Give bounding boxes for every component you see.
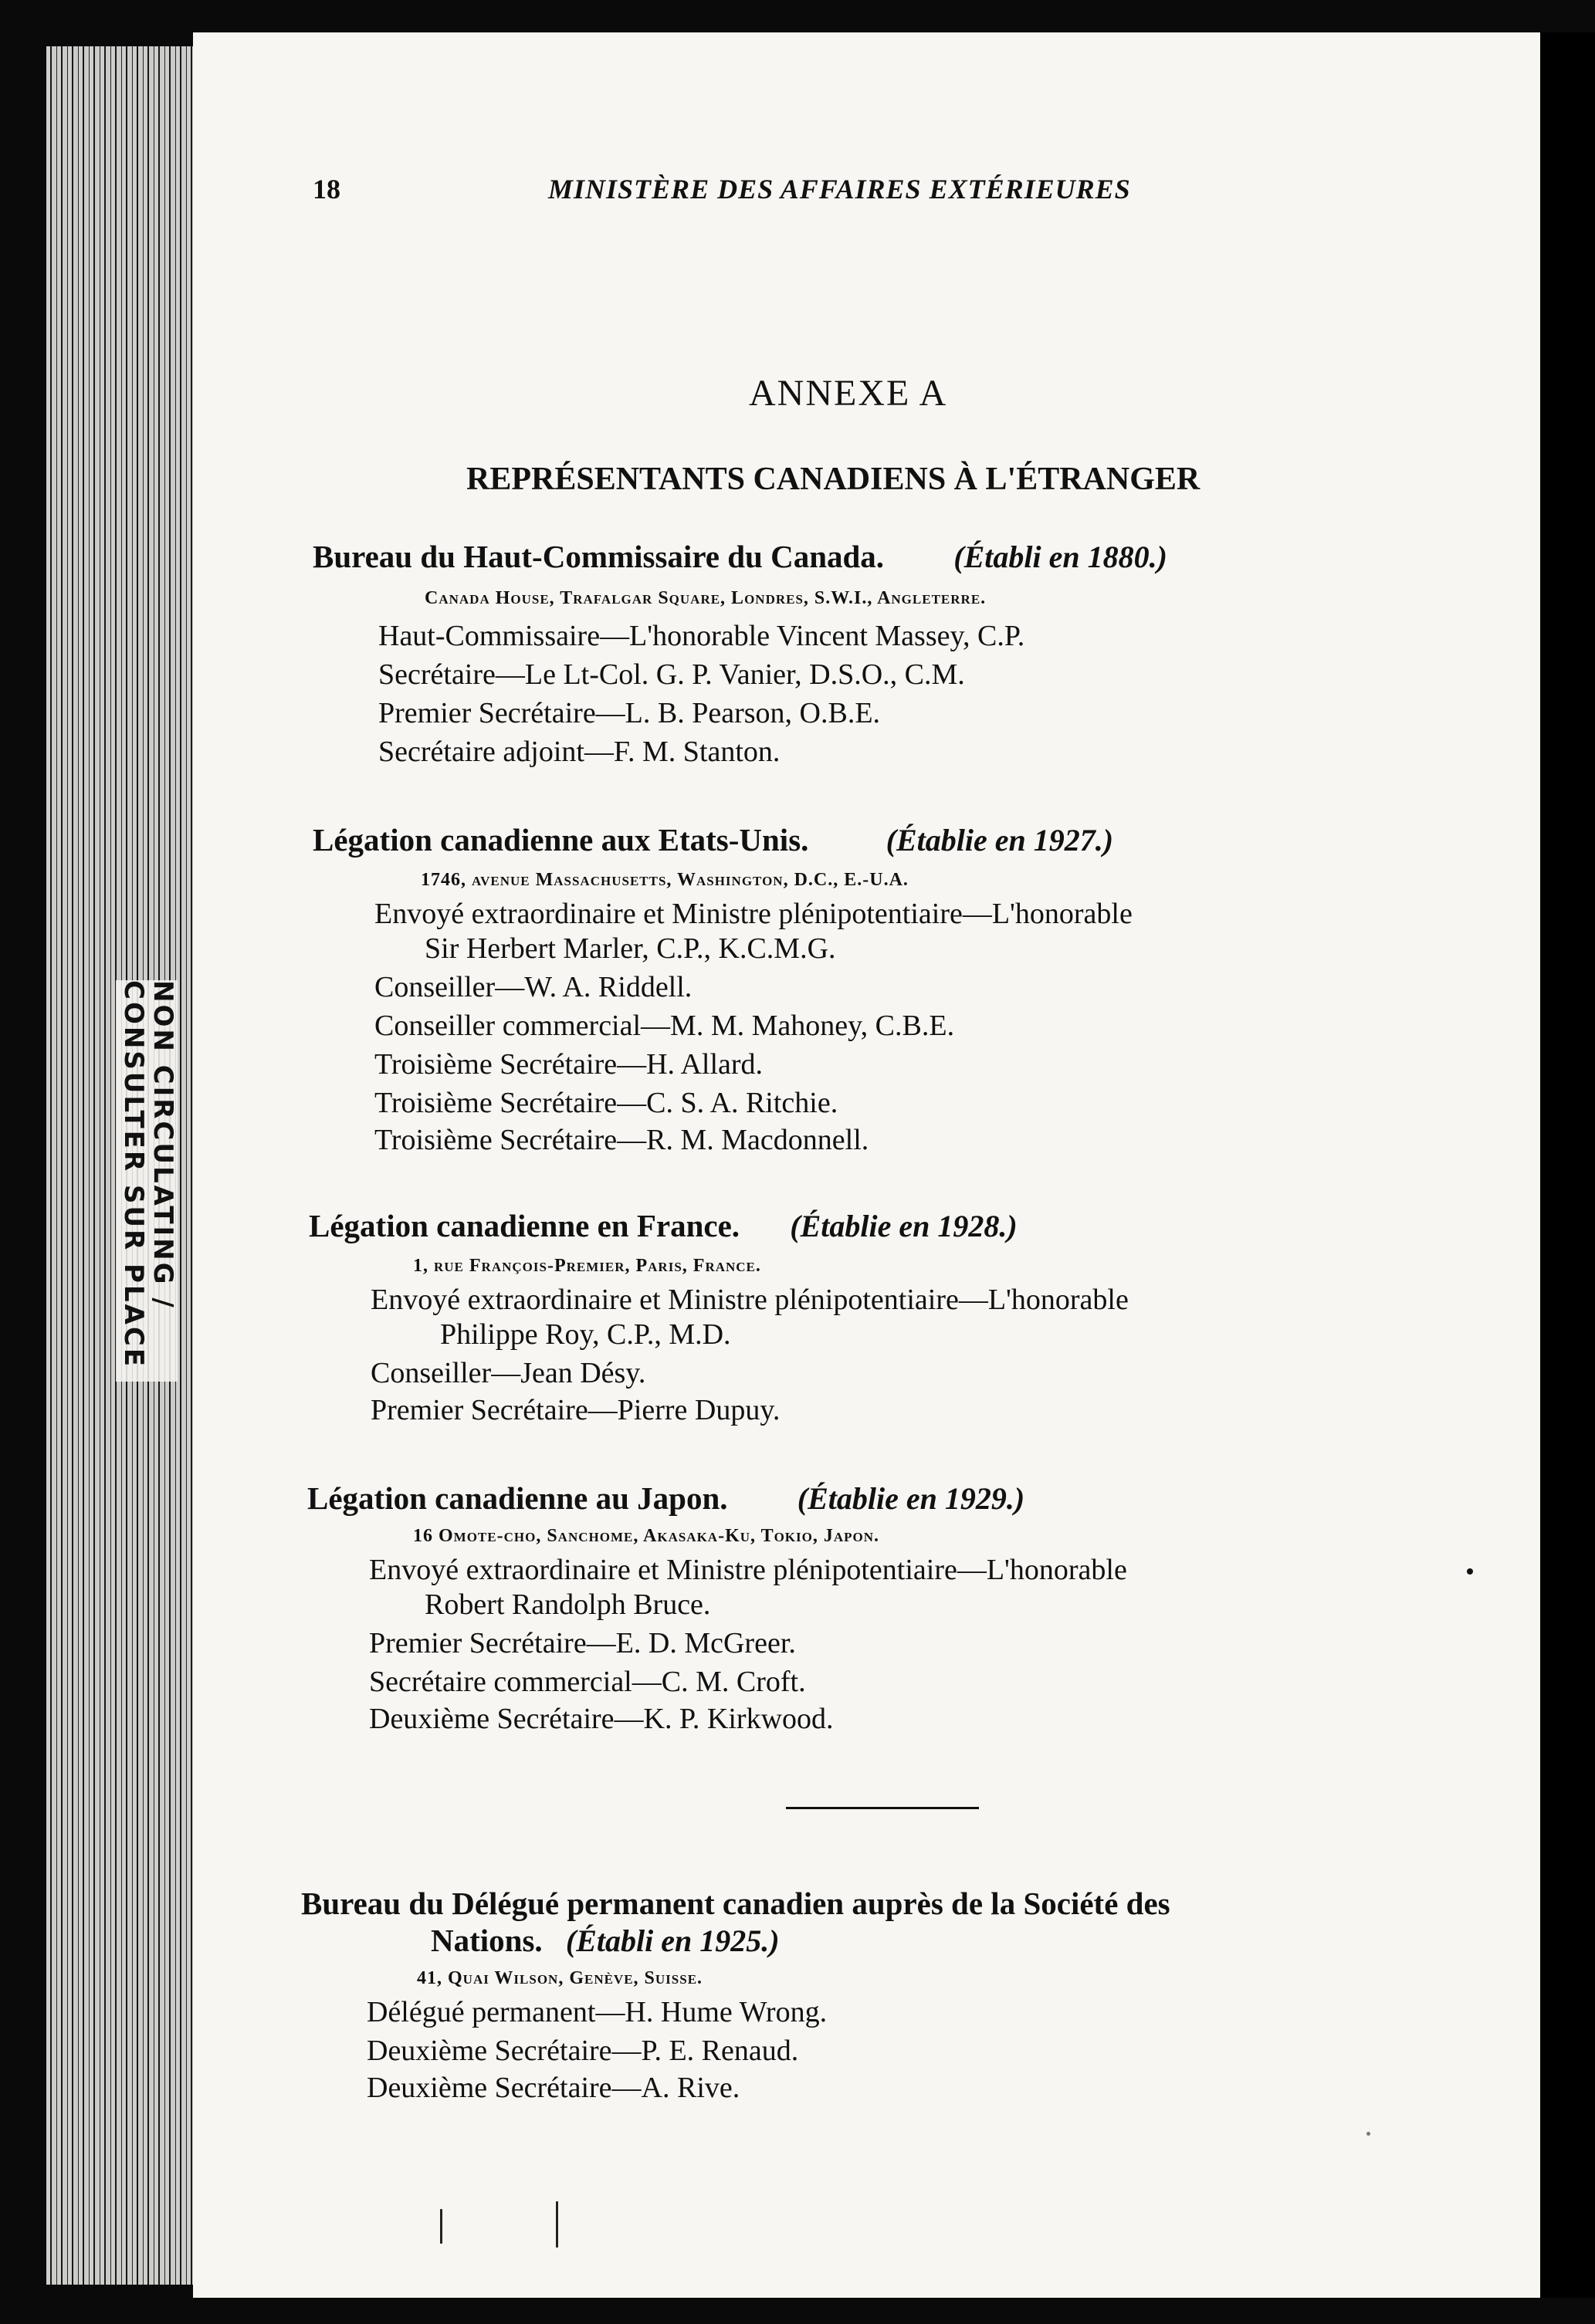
staff-line: Robert Randolph Bruce. bbox=[425, 1588, 711, 1621]
office-address: 1746, avenue Massachusetts, Washington, D.C., E.-U.A. bbox=[421, 870, 909, 890]
staff-line: Premier Secrétaire—L. B. Pearson, O.B.E. bbox=[378, 697, 881, 729]
office-name: Bureau du Haut-Commissaire du Canada. bbox=[313, 539, 885, 574]
annex-subtitle: REPRÉSENTANTS CANADIENS À L'ÉTRANGER bbox=[466, 462, 1200, 497]
staff-line: Troisième Secrétaire—H. Allard. bbox=[374, 1048, 764, 1081]
staff-line: Premier Secrétaire—E. D. McGreer. bbox=[369, 1627, 796, 1659]
staff-line: Secrétaire—Le Lt-Col. G. P. Vanier, D.S.O., C.M. bbox=[378, 658, 965, 691]
staff-line: Secrétaire adjoint—F. M. Stanton. bbox=[378, 736, 781, 768]
office-heading-continued bbox=[431, 1922, 780, 1959]
office-heading bbox=[313, 538, 1167, 575]
scan-speck bbox=[440, 2209, 442, 2244]
office-name: Nations. bbox=[431, 1923, 543, 1958]
office-address: 1, rue François-Premier, Paris, France. bbox=[413, 1256, 761, 1276]
office-heading: Bureau du Délégué permanent canadien auprès de la Société des bbox=[301, 1886, 1170, 1921]
staff-line: Conseiller—Jean Désy. bbox=[371, 1357, 646, 1389]
page-number: 18 bbox=[313, 174, 340, 205]
staff-line: Envoyé extraordinaire et Ministre plénipotentiaire—L'honorable bbox=[374, 898, 1133, 930]
staff-line: Troisième Secrétaire—C. S. A. Ritchie. bbox=[374, 1087, 838, 1119]
library-stamp: NON CIRCULATING / CONSULTER SUR PLACE bbox=[116, 980, 178, 1382]
staff-line: Envoyé extraordinaire et Ministre plénipotentiaire—L'honorable bbox=[369, 1554, 1127, 1586]
annex-title: ANNEXE A bbox=[749, 373, 948, 414]
staff-line: Deuxième Secrétaire—A. Rive. bbox=[367, 2072, 740, 2104]
scan-speck bbox=[1366, 2132, 1370, 2136]
office-name: Légation canadienne en France. bbox=[309, 1208, 740, 1243]
office-name: Légation canadienne au Japon. bbox=[307, 1480, 728, 1516]
staff-line: Troisième Secrétaire—R. M. Macdonnell. bbox=[374, 1124, 869, 1156]
staff-line: Envoyé extraordinaire et Ministre plénipotentiaire—L'honorable bbox=[371, 1284, 1129, 1316]
running-head: MINISTÈRE DES AFFAIRES EXTÉRIEURES bbox=[548, 174, 1131, 205]
staff-line: Haut-Commissaire—L'honorable Vincent Massey, C.P. bbox=[378, 620, 1025, 652]
staff-line: Deuxième Secrétaire—P. E. Renaud. bbox=[367, 2035, 799, 2067]
office-established: (Établi en 1880.) bbox=[953, 540, 1167, 574]
staff-line: Premier Secrétaire—Pierre Dupuy. bbox=[371, 1394, 781, 1426]
office-established: (Établi en 1925.) bbox=[565, 1923, 780, 1958]
staff-line: Conseiller commercial—M. M. Mahoney, C.B.E. bbox=[374, 1010, 955, 1042]
office-heading bbox=[313, 821, 1113, 858]
office-address: 16 Omote-cho, Sanchome, Akasaka-Ku, Tokio, Japon. bbox=[413, 1526, 880, 1546]
scan-speck bbox=[1467, 1568, 1473, 1575]
scan-speck bbox=[556, 2201, 558, 2248]
office-established: (Établie en 1929.) bbox=[797, 1481, 1025, 1516]
office-address: Canada House, Trafalgar Square, Londres, S.W.I., Angleterre. bbox=[425, 588, 987, 608]
office-heading bbox=[309, 1207, 1018, 1244]
office-address: 41, Quai Wilson, Genève, Suisse. bbox=[417, 1968, 703, 1988]
staff-line: Délégué permanent—H. Hume Wrong. bbox=[367, 1996, 828, 2028]
scanned-page bbox=[193, 32, 1540, 2298]
staff-line: Philippe Roy, C.P., M.D. bbox=[440, 1318, 731, 1351]
section-rule bbox=[786, 1807, 979, 1809]
staff-line: Sir Herbert Marler, C.P., K.C.M.G. bbox=[425, 932, 836, 965]
office-name: Légation canadienne aux Etats-Unis. bbox=[313, 822, 809, 858]
scan-edge-shadow bbox=[1540, 32, 1595, 2298]
staff-line: Conseiller—W. A. Riddell. bbox=[374, 971, 693, 1003]
staff-line: Secrétaire commercial—C. M. Croft. bbox=[369, 1666, 806, 1698]
office-heading bbox=[307, 1480, 1024, 1517]
office-established: (Établie en 1927.) bbox=[886, 823, 1114, 858]
staff-line: Deuxième Secrétaire—K. P. Kirkwood. bbox=[369, 1703, 834, 1735]
office-established: (Établie en 1928.) bbox=[790, 1209, 1018, 1243]
